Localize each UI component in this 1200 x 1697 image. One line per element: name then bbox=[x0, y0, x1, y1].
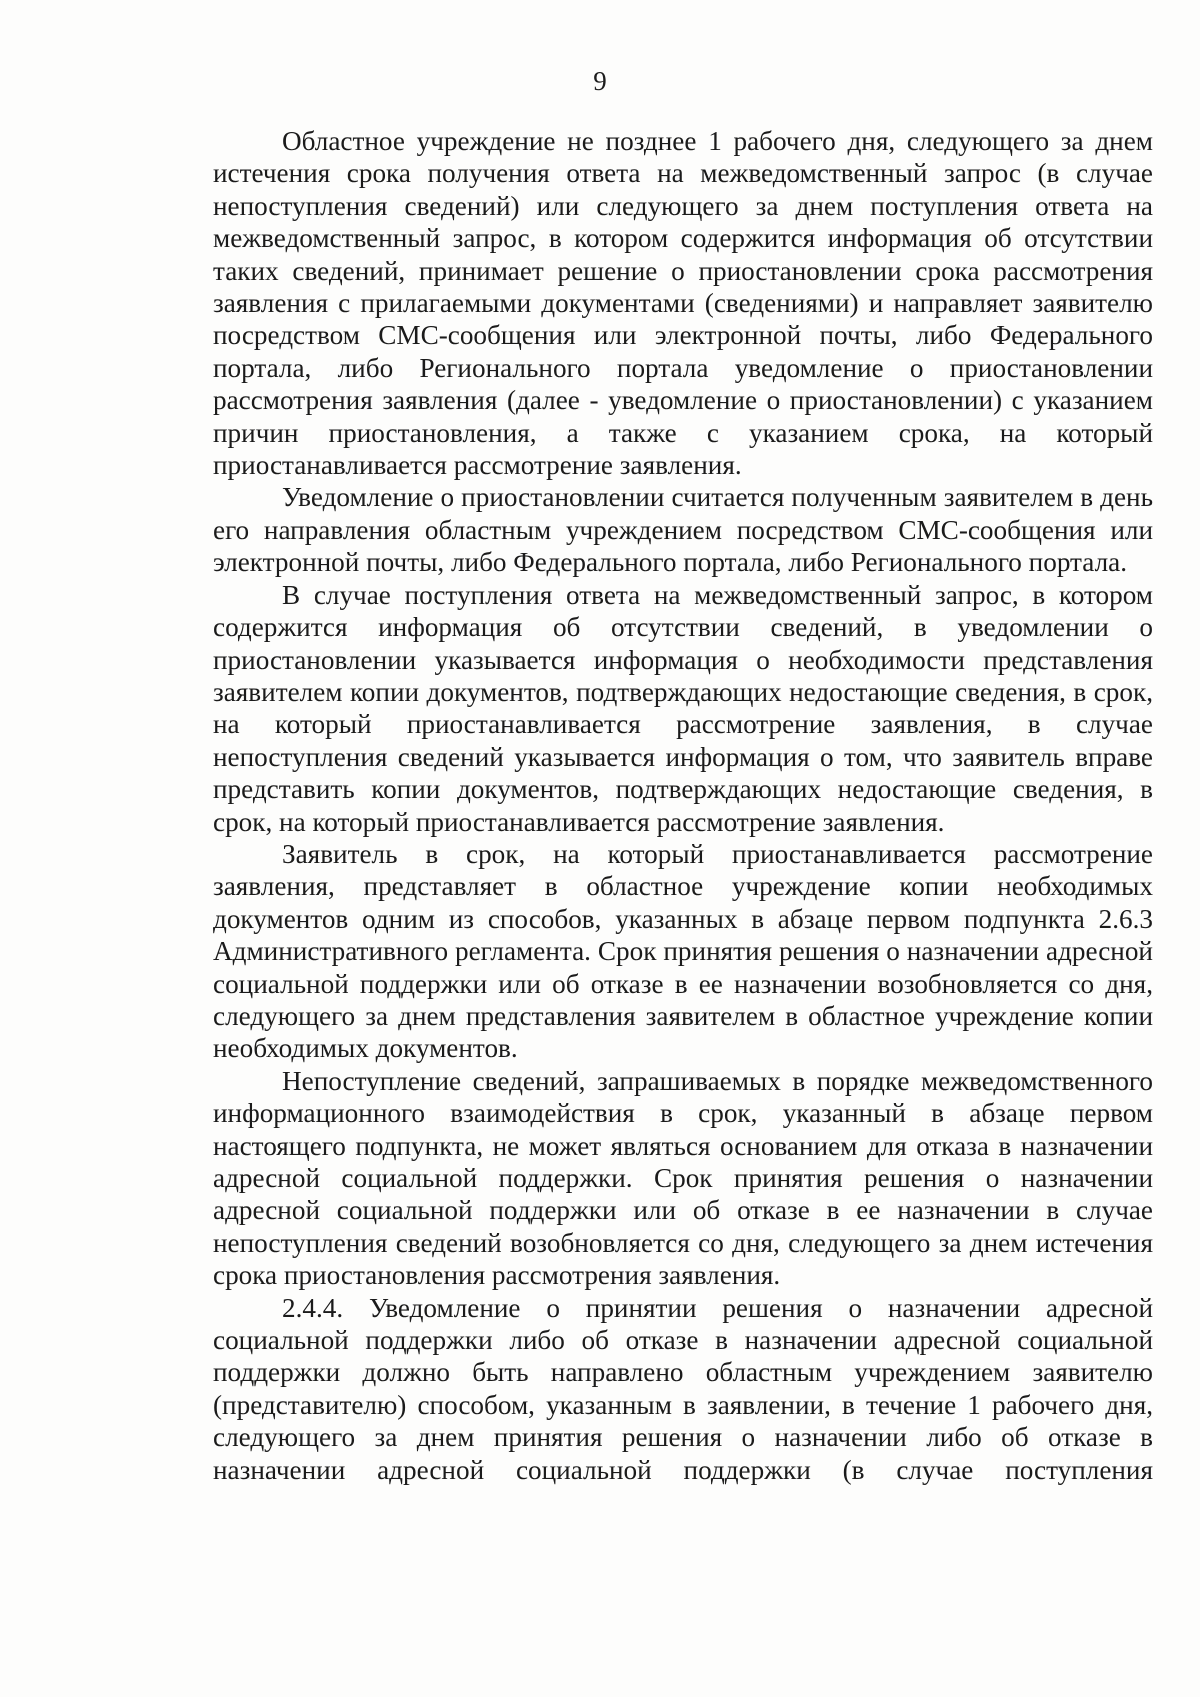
paragraph-applicant-submission: Заявитель в срок, на который приостанавливается рассмотрение заявления, представляет в областное учреждение копии необходимых документов одним из способов, указанных в абзаце первом подпункта 2.6.3 Административного регламента. Срок принятия решения о назначении адресной социальной поддержки или об отказе в ее назначении возобновляется со дня, следующего за днем представления заявителем в областное учреждение копии необходимых документов. bbox=[213, 838, 1153, 1064]
paragraph-2-4-4: 2.4.4. Уведомление о принятии решения о назначении адресной социальной поддержки либо об отказе в назначении адресной социальной поддержки должно быть направлено областным учреждением заявителю (представителю) способом, указанным в заявлении, в течение 1 рабочего дня, следующего за днем принятия решения о назначении либо об отказе в назначении адресной социальной поддержки (в случае поступления bbox=[213, 1292, 1153, 1485]
document-body bbox=[213, 125, 1153, 1486]
paragraph-non-receipt: Непоступление сведений, запрашиваемых в порядке межведомственного информационного взаимодействия в срок, указанный в абзаце первом настоящего подпункта, не может являться основанием для отказа в назначении адресной социальной поддержки. Срок принятия решения о назначении адресной социальной поддержки или об отказе в ее назначении в случае непоступления сведений возобновляется со дня, следующего за днем истечения срока приостановления рассмотрения заявления. bbox=[213, 1065, 1153, 1291]
paragraph-suspension-notice-received: Уведомление о приостановлении считается полученным заявителем в день его направления областным учреждением посредством СМС-сообщения или электронной почты, либо Федерального портала, либо Регионального портала. bbox=[213, 482, 1153, 578]
paragraph-notice-content: В случае поступления ответа на межведомственный запрос, в котором содержится информация об отсутствии сведений, в уведомлении о приостановлении указывается информация о необходимости представления заявителем копии документов, подтверждающих недостающие сведения, в срок, на который приостанавливается рассмотрение заявления, в случае непоступления сведений указывается информация о том, что заявитель вправе представить копии документов, подтверждающих недостающие сведения, в срок, на который приостанавливается рассмотрение заявления. bbox=[213, 579, 1153, 837]
paragraph-suspension-decision: Областное учреждение не позднее 1 рабочего дня, следующего за днем истечения срока получения ответа на межведомственный запрос (в случае непоступления сведений) или следующего за днем поступления ответа на межведомственный запрос, в котором содержится информация об отсутствии таких сведений, принимает решение о приостановлении срока рассмотрения заявления с прилагаемыми документами (сведениями) и направляет заявителю посредством СМС-сообщения или электронной почты, либо Федерального портала, либо Регионального портала уведомление о приостановлении рассмотрения заявления (далее - уведомление о приостановлении) с указанием причин приостановления, а также с указанием срока, на который приостанавливается рассмотрение заявления. bbox=[213, 126, 1153, 481]
page-number: 9 bbox=[593, 66, 607, 96]
